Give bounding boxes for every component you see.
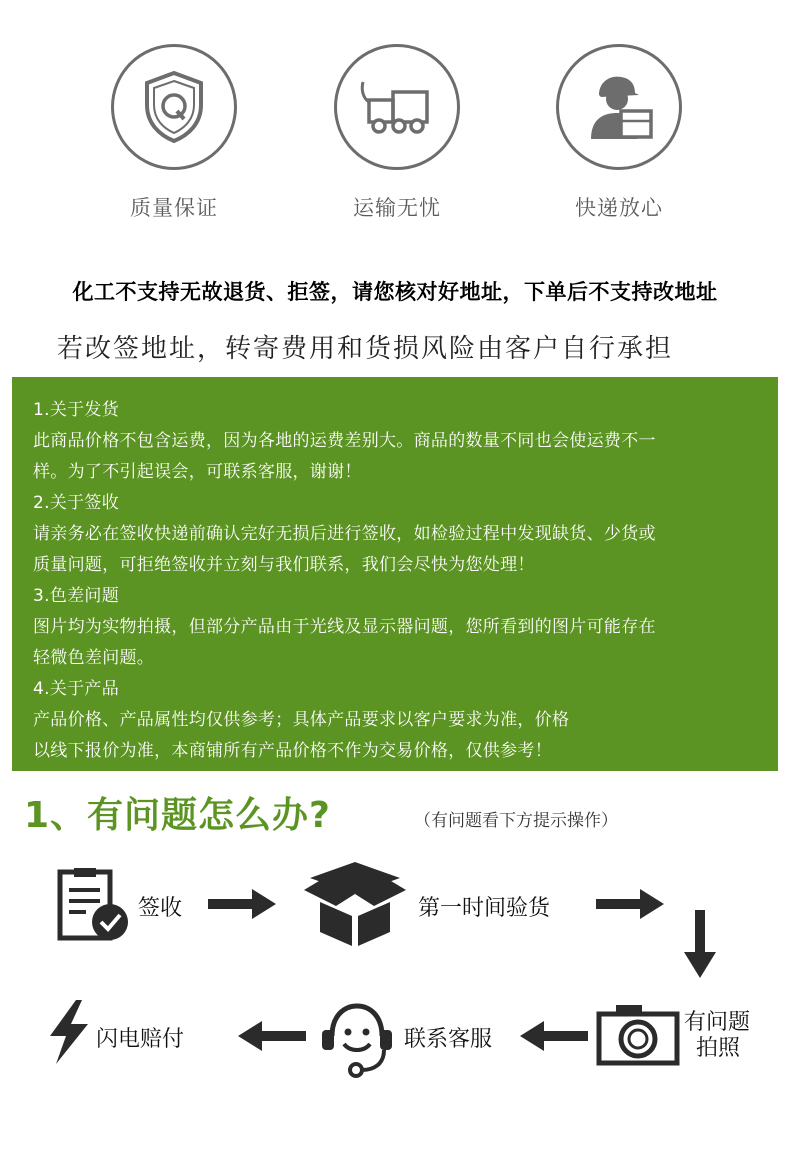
camera-icon [596, 1002, 680, 1070]
arrow-right-icon [208, 889, 278, 923]
headset-smile-icon [318, 1000, 396, 1084]
badge-label: 质量保证 [130, 196, 218, 220]
truck-icon [357, 72, 437, 142]
info-line: 图片均为实物拍摄，但部分产品由于光线及显示器问题，您所看到的图片可能存在 [33, 617, 656, 637]
info-line: 以线下报价为准，本商铺所有产品价格不作为交易价格，仅供参考！ [33, 741, 552, 761]
info-heading-color: 3.色差问题 [33, 586, 120, 606]
info-line: 产品价格、产品属性均仅供参考；具体产品要求以客户要求为准，价格 [33, 710, 570, 730]
badge-courier [539, 44, 699, 222]
badge-circle [111, 44, 237, 170]
service-badges [0, 44, 790, 234]
return-policy-notice: 化工不支持无故退货、拒签，请您核对好地址，下单后不支持改地址 [72, 280, 718, 304]
badge-shipping [317, 44, 477, 222]
faq-title: 1、有问题怎么办? [24, 795, 331, 836]
badge-label: 运输无忧 [353, 196, 441, 220]
info-line: 请亲务必在签收快递前确认完好无损后进行签收，如检验过程中发现缺货、少货或 [33, 524, 656, 544]
flow-contact-label: 联系客服 [404, 1027, 493, 1052]
clipboard-check-icon [56, 866, 132, 948]
info-line: 样。为了不引起误会，可联系客服，谢谢！ [33, 462, 362, 482]
arrow-right-icon [596, 889, 666, 923]
arrow-left-icon [518, 1021, 588, 1055]
info-line: 轻微色差问题。 [33, 648, 155, 668]
info-line: 此商品价格不包含运费，因为各地的运费差别大。商品的数量不同也会使运费不一 [33, 431, 656, 451]
badge-circle [556, 44, 682, 170]
info-line: 质量问题，可拒绝签收并立刻与我们联系，我们会尽快为您处理！ [33, 555, 535, 575]
lightning-icon [44, 1000, 92, 1068]
flow-photo-label [684, 1010, 750, 1062]
info-heading-signing: 2.关于签收 [33, 493, 120, 513]
arrow-down-icon [684, 910, 716, 982]
info-heading-product: 4.关于产品 [33, 679, 120, 699]
flow-inspect-label: 第一时间验货 [418, 896, 551, 921]
flow-photo-line1: 有问题 [684, 1010, 751, 1035]
faq-subtitle: （有问题看下方提示操作） [414, 811, 618, 831]
badge-label: 快递放心 [575, 196, 663, 220]
flow-compensate-label: 闪电赔付 [96, 1027, 185, 1052]
open-box-icon [302, 858, 408, 952]
flow-photo-line2: 拍照 [696, 1036, 741, 1061]
badge-quality [94, 44, 254, 222]
flow-sign-label: 签收 [138, 896, 183, 921]
shield-q-icon [139, 69, 209, 145]
courier-icon [581, 71, 657, 143]
address-change-notice: 若改签地址，转寄费用和货损风险由客户自行承担 [57, 334, 674, 364]
info-panel [12, 377, 778, 771]
arrow-left-icon [236, 1021, 306, 1055]
badge-circle [334, 44, 460, 170]
info-heading-shipping: 1.关于发货 [33, 400, 120, 420]
